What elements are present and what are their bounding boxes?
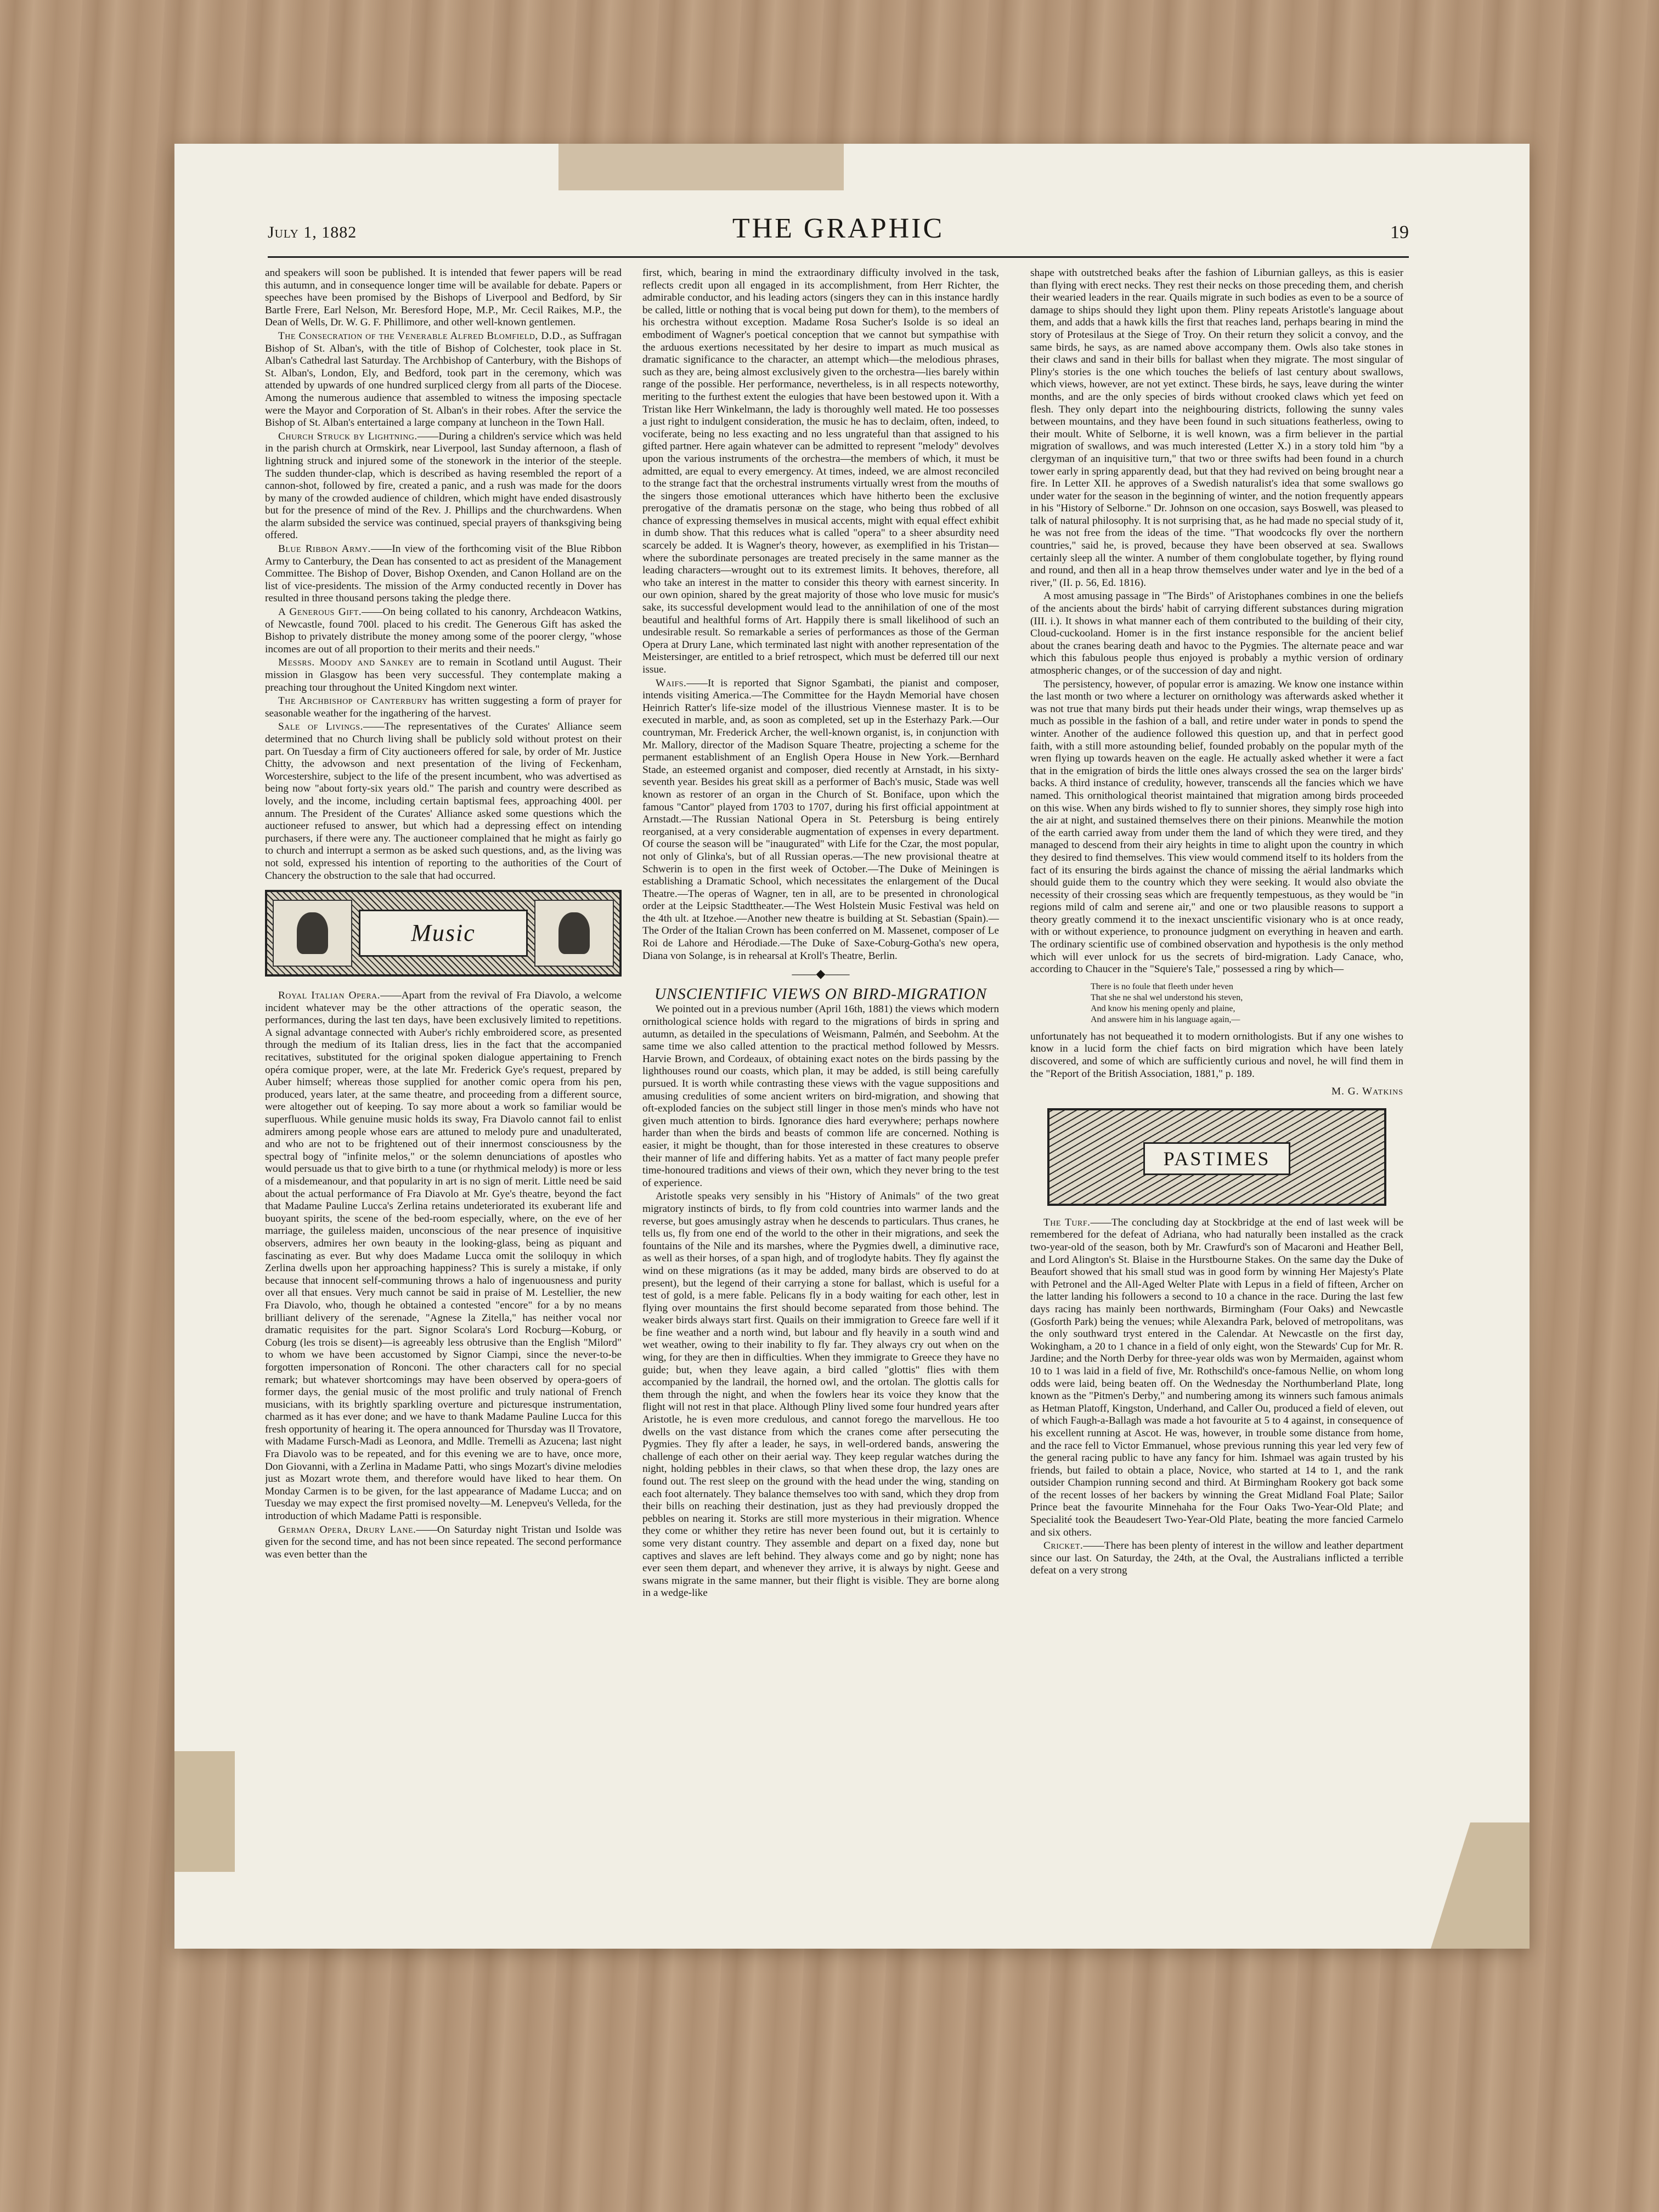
- pastimes-banner: [1047, 1108, 1386, 1206]
- paragraph: [265, 721, 622, 882]
- paragraph-text: ——During a children's service which was held in the parish church at Ormskirk, near Liverpool, last Sunday afternoon, a flash of lightning struck and injured some of the stonework in the interior of the steeple. The sudden thunder-clap, which is described as having resembled the report of a cannon-shot, followed by fire, created a panic, and a rush was made for the doors by many of the crowded audience of children, which might have ended disastrously but for the presence of mind of the Rev. J. Phillips and the churchwardens. When the alarm subsided the service was continued, special prayers of thanksgiving being offered.: [265, 430, 622, 541]
- paragraph: A most amusing passage in "The Birds" of Aristophanes combines in one the beliefs of the ancients about the birds' habit of carrying different substances during migration (III. i.). It shows in what manner each of them contributed to the building of their city, Cloud-cuckooland. Homer is in the first instance responsible for the ancient belief about the cranes bearing death and havoc to the Pygmies. The alternate peace and war which this fabulous people thus enjoyed is probably a mythic version of ordinary atmospheric changes, or of the succession of day and night.: [1030, 590, 1403, 676]
- section-heading: Blue Ribbon Army.: [278, 543, 371, 555]
- paragraph: and speakers will soon be published. It is intended that fewer papers will be read this autumn, and in consequence longer time will be available for debate. Papers or speeches have been promised by the Bishops of Liverpool and Bedford, by Sir Bartle Frere, Earl Nelson, Mr. Beresford Hope, M.P., Mr. Cecil Raikes, M.P., the Dean of Wells, Dr. W. G. F. Phillimore, and other well-known gentlemen.: [265, 267, 622, 329]
- paragraph-text: ——The concluding day at Stockbridge at the end of last week will be remembered for the defeat of Adriana, who had naturally been installed as the crack two-year-old of the season, both by Mr. Crawfurd's son of Macaroni and Heather Bell, and Lord Alington's St. Blaise in the Hurstbourne Stakes. On the same day the Duke of Beaufort showed that his small stud was in good form by winning Her Majesty's Plate with Petronel and the All-Aged Welter Plate with Lepus in a field of fifteen, Archer on the latter landing his followers a second to 10 a chance in the race. During the last few days racing has mainly been northwards, Birmingham (Four Oaks) and Newcastle (Gosforth Park) being the venues; while Alexandra Park, beloved of metropolitans, was the only southward tryst entered in the Calendar. At Newcastle on the first day, Wokingham, a 20 to 1 chance in a field of only eight, won the Stewards' Cup for Mr. R. Jardine; and the North Derby for three-year olds was won by Mermaiden, against whom 10 to 1 was laid in a field of five, Mr. Rothschild's once-famous Nellie, on whom long odds were laid, being beaten off. On the Wednesday the Northumberland Plate, long known as the "Pitmen's Derby," and numbering among its winners such famous animals as Hetman Platoff, Kingston, Underhand, and Caller Ou, produced a field of eleven, out of which Faugh-a-Ballagh was made a hot favourite at 5 to 4 against, in consequence of his excellent running at Ascot. He was, however, in trouble some distance from home, and the race fell to Victor Emmanuel, whose previous running this year led very few of the general racing public to have any fancy for him. Ishmael was again trusted by his friends, but failed to obtain a place, Novice, who started at 14 to 1, and the rank outsider Champion running second and third. At Birmingham Rookery got back some of the recent losses of her backers by winning the Great Midland Foal Plate; Sailor Prince beat the favourite Minnehaha for the Four Oaks Two-Year-Old Plate; and Specialité took the Beaudesert Two-Year-Old Plate, beating the more fancied Carmelo and six others.: [1030, 1216, 1403, 1538]
- column-2: [642, 267, 999, 1924]
- column-1: [265, 267, 622, 1924]
- section-heading: The Consecration of the Venerable Alfred Blomfield, D.D.,: [278, 330, 566, 342]
- paragraph: [1030, 1540, 1403, 1577]
- paragraph-text: ——The representatives of the Curates' Alliance seem determined that no Church living shall be publicly sold without protest on their part. On Tuesday a firm of City auctioneers offered for sale, by order of Mr. Justice Chitty, the advowson and next presentation of the living of Feckenham, Worcestershire, subject to the life of the present incumbent, who was advertised as being now "about forty-six years old." The parish and country were described as lovely, and the income, including certain baptismal fees, approaching 400l. per annum. The President of the Curates' Alliance asked some questions which the auctioneer refused to answer, but which had a depressing effect on intending purchasers, if there were any. The auctioneer complained that he might as fairly go to church and interrupt a sermon as be asked such questions, and, as the living was not sold, expressed his intention of reporting to the authorities of the Court of Chancery the obstruction to the sale that had occurred.: [265, 721, 622, 882]
- section-heading: Messrs. Moody and Sankey: [278, 657, 415, 669]
- section-heading: Waifs.: [656, 677, 687, 689]
- author-signature: M. G. Watkins: [1331, 1086, 1403, 1098]
- paragraph: Aristotle speaks very sensibly in his "History of Animals" of the two great migratory instincts of birds, to fly from cold countries into warmer lands and the reverse, but goes amusingly astray when he descends to particulars. Thus cranes, he tells us, fly from one end of the world to the other in their migrations, and seek the fountains of the Nile and its marshes, where the Pygmies dwell, a diminutive race, as well as their horses, of a span high, and of troglodyte habits. They fly against the wind on these migrations (as it may be added, many birds are observed to do at present), but the legend of their carrying a stone for ballast, which is useful for a test of gold, is a mere fable. Pelicans fly in a body waiting for each other, lest in flying over mountains the first should become separated from those behind. The weaker birds always start first. Quails on their immigration to Greece fare well if it be fine weather and a north wind, but labour and fly heavily in a south wind and wet weather, owing to their inability to fly far. They always cry out when on the wing, for they are then in difficulties. When they immigrate to Greece they have no guide; but, when they leave again, a bird called "glottis" flies with them accompanied by the landrail, the horned owl, and the ortolan. The glottis calls for them through the night, and when the fowlers hear its voice they know that the flight will not rest in that place. Although Pliny lived some four hundred years after Aristotle, he is even more credulous, and cannot forego the marvellous. He too dwells on the vast distance from which the cranes come after persecuting the Pygmies. They fly after a leader, he says, in well-ordered bands, answering the challenge of each other on their aerial way. They keep regular watches during the night, holding pebbles in their claws, so that when these drop, the lazy ones are found out. The rest sleep on the ground with the head under the wing, standing on each foot alternately. They balance themselves too with sand, which they drop from their bills on reaching their destination, just as they had previously dropped the pebbles on nearing it. Storks are still more mysterious in their migration. Whence they come or whither they retire has never been found out, but it is certainly to some very distant country. They assemble and depart on a fixed day, none but captives and slaves are left behind. They always come and go by night; none has ever seen them depart, and whenever they arrive, it is always by night. Geese and swans migrate in the same manner, but their flight is visible. They are borne along in a wedge-like: [642, 1190, 999, 1599]
- section-heading: Cricket.: [1043, 1540, 1084, 1552]
- column-3: [1030, 267, 1403, 1924]
- article-title: UNSCIENTIFIC VIEWS ON BIRD-MIGRATION: [654, 985, 987, 1003]
- section-heading: The Turf.: [1043, 1216, 1091, 1228]
- paragraph: [265, 990, 622, 1523]
- section-heading: German Opera, Drury Lane.: [278, 1523, 416, 1536]
- paragraph: [642, 678, 999, 963]
- verse-line: And know his mening openly and plaine,: [1091, 1003, 1235, 1013]
- section-heading: The Archbishop of Canterbury: [278, 695, 428, 707]
- issue-date: July 1, 1882: [268, 223, 357, 241]
- verse-line: That she ne shal wel understond his steven,: [1091, 992, 1243, 1002]
- section-heading: Royal Italian Opera.: [278, 990, 381, 1002]
- section-heading: A Generous Gift.: [278, 606, 362, 618]
- paragraph: [265, 330, 622, 430]
- tape-strip: [1431, 1822, 1530, 1949]
- paragraph: first, which, bearing in mind the extraordinary difficulty involved in the task, reflects credit upon all engaged in its accomplishment, from Herr Richter, the admirable conductor, and his leading actors (singers they can in this instance hardly be called, little or nothing that is vocal being put down for them), to the members of his orchestra without exception. Madame Rosa Sucher's Isolde is so ideal an embodiment of Wagner's poetical conception that we cannot but sympathise with the arduous exertions necessitated by her desire to impart as much musical as dramatic significance to the character, an attempt which—the melodious phrases, such as they are, being almost exclusively given to the orchestra—lies barely within range of the possible. Her performance, nevertheless, is in all respects noteworthy, meriting to the furthest extent the eulogies that have been bestowed upon it. With a Tristan like Herr Winkelmann, the lady is thoroughly well mated. He too possesses a just right to indulgent consideration, the music he has to declaim, often, indeed, to vociferate, being no less exacting and no less ungrateful than that assigned to his gifted partner. Here again whatever can be admitted to represent "melody" devolves upon the various instruments of the orchestra—the members of which, it must be admitted, are equal to every emergency. At times, indeed, we are almost reconciled to the strange fact that the orchestral instruments virtually wrest from the mouths of the singers those emotional utterances which have hitherto been the exclusive prerogative of the dramatis personæ on the stage, who being thus robbed of all chance of expressing themselves in musical accents, might with equal effect exhibit in dumb show. That this reduces what is called "opera" to a sheer absurdity need scarcely be added. It is Wagner's theory, however, as exemplified in his Tristan—where the subordinate personages are treated precisely in the same manner as the leading characters—wrought out to its extremest limits. It behoves, therefore, all who take an interest in the matter to consider this theory with earnest sincerity. In our own opinion, shared by the great majority of those who love music for music's sake, its successful development would lead to the annihilation of one of the most beautiful and healthful forms of Art. Happily there is small likelihood of such an undesirable result. So remarkable a series of performances as those of the German Opera at Drury Lane, which terminated last night with another representation of the Meistersinger, are entitled to a brief retrospect, which must be deferred till our next issue.: [642, 267, 999, 675]
- tape-strip: [174, 1751, 235, 1872]
- paragraph-text: ——In view of the forthcoming visit of the Blue Ribbon Army to Canterbury, the Dean has consented to act as president of the Management Committee. The Bishop of Dover, Bishop Oxenden, and Canon Holland are on the list of vice-presidents. The mission of the Army conducted recently in Dover has resulted in three thousand persons taking the pledge there.: [265, 543, 622, 605]
- paragraph-text: as Suffragan Bishop of St. Alban's, with the title of Bishop of Colchester, took place in St. Alban's Cathedral last Saturday. The Archbishop of Canterbury, with the Bishops of St. Alban's, London, Ely, and Bedford, took part in the ceremony, which was attended by upwards of one hundred surpliced clergy from all parts of the Diocese. Among the numerous audience that assembled to witness the imposing spectacle were the Mayor and Corporation of St. Alban's in their robes. After the service the Bishop of St. Alban's entertained a large company at luncheon in the Town Hall.: [265, 330, 622, 429]
- section-heading: Church Struck by Lightning.: [278, 430, 417, 442]
- masthead: [268, 207, 1409, 258]
- paragraph-text: ——It is reported that Signor Sgambati, the pianist and composer, intends visiting America.—The Committee for the Haydn Memorial have chosen Heinrich Ratter's life-size model of the illustrious Viennese master. It is to be executed in marble, and, as soon as completed, set up in the Esterhazy Park.—Our countryman, Mr. Frederick Archer, the well-known organist, is, in conjunction with Mr. Mallory, director of the Madison Square Theatre, projecting a scheme for the permanent establishment of an English Opera House in New York.—Bernhard Stade, an esteemed organist and composer, died recently at Arnstadt, in his sixty-seventh year. Besides his great skill as a performer of Bach's music, Stade was well known as restorer of an organ in the Church of St. Boniface, upon which the famous "Cantor" played from 1703 to 1707, during his first official appointment at Arnstadt.—The Russian National Opera in St. Petersburg is being entirely reorganised, at a very considerable augmentation of expenses in every department. Of course the season will be "inaugurated" with Life for the Czar, the most popular, not only of Glinka's, but of all Russian operas.—The new provisional theatre at Schwerin is to open in the first week of October.—The Duke of Meiningen is establishing a Dramatic School, which necessitates the enlargement of the Ducal Theatre.—The operas of Wagner, ten in all, are to be presented in chronological order at the Leipsic Stadttheater.—The West Holstein Music Festival was held on the 4th ult. at Itzehoe.—Another new theatre is building at St. Sebastian (Spain).—The Order of the Italian Crown has been conferred on M. Massenet, composer of Le Roi de Lahore and Hérodiade.—The Duke of Saxe-Coburg-Gotha's new opera, Diana von Solange, is in rehearsal at Kroll's Theatre, Berlin.: [642, 677, 999, 962]
- paragraph: unfortunately has not bequeathed it to modern ornithologists. But if any one wishes to know in a lucid form the chief facts on bird migration which have been lately discovered, and some of which are sufficiently curious and novel, he will find them in the "Report of the British Association, 1881," p. 189.: [1030, 1030, 1403, 1080]
- section-heading: Sale of Livings.: [278, 721, 363, 733]
- paragraph: [1030, 1217, 1403, 1539]
- paragraph: [265, 657, 622, 694]
- paragraph: [265, 431, 622, 542]
- banner-label: Music: [359, 910, 528, 957]
- paragraph-text: are to remain in Scotland until August. Their mission in Glasgow has been very successful. They contemplate making a preaching tour throughout the United Kingdom next winter.: [265, 657, 622, 693]
- paragraph: [265, 543, 622, 605]
- verse-line: And answere him in his language again,—: [1091, 1014, 1240, 1024]
- paragraph-text: ——On being collated to his canonry, Archdeacon Watkins, of Newcastle, found 700l. placed to his credit. The Generous Gift has asked the Bishop to privately distribute the money among some of the poorer clergy, "whose incomes are out of all proportion to their merits and their needs.": [265, 606, 622, 655]
- paragraph-text: ——Apart from the revival of Fra Diavolo, a welcome incident whatever may be the other attractions of the operatic season, the performances, during the last ten days, have been exclusively limited to repetitions. A signal advantage connected with Auber's richly embroidered score, as presented through the medium of its Italian dress, lies in the fact that the accompanied recitatives, substituted for the original spoken dialogue appertaining to French opéra comique proper, were, at the late Mr. Frederick Gye's request, prepared by Auber himself; whereas those supplied for another comic opera from his pen, produced, years later, at the same theatre, and proceeding from a different source, were altogether out of keeping. To say more about a work so familiar would be superfluous. While genuine music holds its sway, Fra Diavolo cannot fail to enlist admirers among people whose ears are attuned to melody pure and unadulterated, and who are not to be frightened out of their innermost consciousness by the spectral bogy of "infinite melos," or the solemn denunciations of apostles who would persuade us that to give birth to a tune (or rhythmical melody) is more or less of a misdemeanour, and that popularity in art is no sign of merit. Little need be said about the actual performance of Fra Diavolo at Mr. Gye's theatre, beyond the fact that Madame Pauline Lucca's Zerlina retains undeteriorated its exuberant life and buoyant spirits, the scene of the bed-room especially, where, on the eve of her marriage, the guileless maiden, unconscious of the near presence of inquisitive observers, admires her own beauty in the looking-glass, being as piquant and fascinating as ever. But why does Madame Lucca omit the soliloquy in which Zerlina dwells upon her approaching happiness? This is surely a mistake, if only because that innocent self-communing throws a halo of ingenuousness and purity over all that ensues. Very much cannot be said in praise of M. Lestellier, the new Fra Diavolo, who, though he obtained a contested "encore" for a by no means brilliant delivery of the serenade, "Agnese la Zitella," has neither vocal nor dramatic requisites for the part. Signor Scolara's Lord Rocburg—Koburg, or Coburg (les trois se disent)—is agreeably less obtrusive than the English "Milord" to whom we have been accustomed by Signor Ciampi, since the never-to-be forgotten impersonation of Ronconi. The other characters call for no special remark; but whatever shortcomings may have been observed by opera-goers of former days, the genial music of the most prolific and truly national of French musicians, with its brightly sparkling overture and picturesque instrumentation, charmed as it has ever done; and we have to thank Madame Pauline Lucca for this fresh opportunity of hearing it. The opera announced for Thursday was Il Trovatore, with Madame Fursch-Madi as Leonora, and Mdlle. Tremelli as Azucena; last night Fra Diavolo was to be repeated, and for this evening we are to have, once more, Don Giovanni, with a Zerlina in Madame Patti, who sings Mozart's divine melodies just as Mozart wrote them, and therefore would have liked to hear them. On Monday Carmen is to be given, for the last appearance of Madame Lucca; and on Tuesday we may expect the first promised novelty—M. Lenepveu's Velleda, for the introduction of which Madame Patti is responsible.: [265, 990, 622, 1522]
- paragraph: [265, 606, 622, 656]
- paragraph: [265, 695, 622, 720]
- verse-line: There is no foule that fleeth under heven: [1091, 981, 1233, 991]
- tape-strip: [558, 144, 844, 190]
- paragraph: The persistency, however, of popular error is amazing. We know one instance within the last month or two where a lecturer on ornithology was afterwards asked whether it was not true that many birds put their heads under their wings, wrap themselves up as much as possible in the fashion of a ball, and retire under water in ponds to spend the winter. Another of the audience followed this question up, and that in perfect good faith, with a still more astounding belief, founded probably on the popular myth of the wren flying up towards heaven on the eagle. He actually asked whether it were a fact that in the emigration of birds the little ones always crossed the sea on the larger birds' backs. A third instance of credulity, however, transcends all the fancies which we have named. This ornithological theorist maintained that migration among birds proceeded on this wise. When any birds wished to fly to sunnier shores, they simply rose high into the air at night, and sustained themselves there on their pinions. Meanwhile the motion of the earth carried away from under them the land of which they were tired, and they managed to descend from their airy heights in time to alight upon the country in which they desired to find themselves. This view would commend itself to its holders from the fact of its ensuring the birds against the chance of missing the aërial landmarks which should guide them to the country which they were seeking. It would also obviate the necessity of their crossing seas which are frequently tempestuous, as they would be "in regions mild of calm and serene air," and one or two plausible reasons to support a theory greatly commend it to the inexact unscientific visionary who is at once ready, with or without experience, to pronounce judgment on everything in heaven and earth. The ordinary scientific use of combined observation and hypothesis is the only method which will ever unlock for us the secrets of bird-migration. Lady Canace, who, according to Chaucer in the "Squiere's Tale," possessed a ring by which—: [1030, 678, 1403, 975]
- paragraph: shape with outstretched beaks after the fashion of Liburnian galleys, as this is easier than flying with erect necks. They rest their necks on those preceding them, and cherish their wearied leaders in the rear. Quails migrate in such bodies as even to be a source of damage to ships should they light upon them. Pliny repeats Aristotle's language about them, and adds that a hawk kills the first that reaches land, perhaps bearing in mind the story of Protesilaus at the Siege of Troy. On their return they solicit a convoy, and the same birds, he says, as are named above accompany them. Owls also take stones in their claws and sand in their bills for ballast when they migrate. The most singular of Pliny's stories is the one which touches the beliefs of last century about swallows, which views, however, are not yet extinct. These birds, he says, leave during the winter months, and are the only species of birds without crooked claws which yet feed on flesh. They only depart into the neighbouring districts, following the sunny vales between mountains, and they have been found in such situations featherless, owing to their moult. White of Selborne, it is well known, was a firm believer in the partial migration of swallows, and was much interested (Letter X.) in a story told him "by a clergyman of an inquisitive turn," that two or three swifts had been found in a church tower early in spring apparently dead, but that they had revived on being brought near a fire. In Letter XII. he approves of a Swedish naturalist's idea that some swallows go under water for the season in the beginning of winter, and the notion frequently appears in his "History of Selborne." Dr. Johnson on one occasion, says Boswell, was pleased to talk of natural philosophy. It is not surprising that, as he had made no special study of it, he was not free from the ideas of the time. "That woodcocks fly over the northern countries," said he, is proved, because they have been observed at sea. Swallows certainly sleep all the winter. A number of them conglobulate together, by flying round and round, and then all in a heap throw themselves under water and lye in the bed of a river," (II. p. 56, Ed. 1816).: [1030, 267, 1403, 589]
- ornament-figure-icon: [534, 900, 614, 967]
- paragraph-text: ——On Saturday night Tristan und Isolde was given for the second time, and has not been since repeated. The second performance was even better than the: [265, 1523, 622, 1560]
- banner-label: PASTIMES: [1143, 1142, 1290, 1175]
- verse-quote: [1091, 981, 1403, 1025]
- paragraph: We pointed out in a previous number (April 16th, 1881) the views which modern ornithological science holds with regard to the migrations of birds in spring and autumn, as detailed in the speculations of Weismann, Palmén, and Seebohm. At the same time we also called attention to the practical method followed by Messrs. Harvie Brown, and Cordeaux, of obtaining exact notes on the birds passing by the lighthouses round our coasts, which plan, it may be added, is still being carefully pursued. It is worth while contrasting these views with the vague suppositions and amusing credulities of some ancient writers on bird-migration, and showing that oft-exploded fancies on the subject still linger in those men's minds who have not given much attention to birds. Ignorance dies hard everywhere; perhaps nowhere harder than when the birds and beasts of common life are concerned. Nothing is easier, it might be thought, than for those interested in these creatures to observe their manner of life and differing habits. Yet as a matter of fact many people prefer time-honoured traditions and views of their own, which they never bring to the test of experience.: [642, 1003, 999, 1189]
- newspaper-title: THE GRAPHIC: [732, 213, 945, 244]
- page-number: 19: [1390, 222, 1409, 242]
- paragraph-text: has written suggesting a form of prayer for seasonable weather for the ingathering of the harvest.: [265, 695, 622, 719]
- ornament-figure-icon: [273, 900, 352, 967]
- paragraph-text: ——There has been plenty of interest in the willow and leather department since our last. On Saturday, the 24th, at the Oval, the Australians inflicted a terrible defeat on a very strong: [1030, 1540, 1403, 1577]
- divider-ornament-icon: ——◆——: [792, 967, 850, 981]
- paragraph: [265, 1524, 622, 1561]
- newspaper-page: [174, 144, 1530, 1949]
- music-banner: [265, 890, 622, 977]
